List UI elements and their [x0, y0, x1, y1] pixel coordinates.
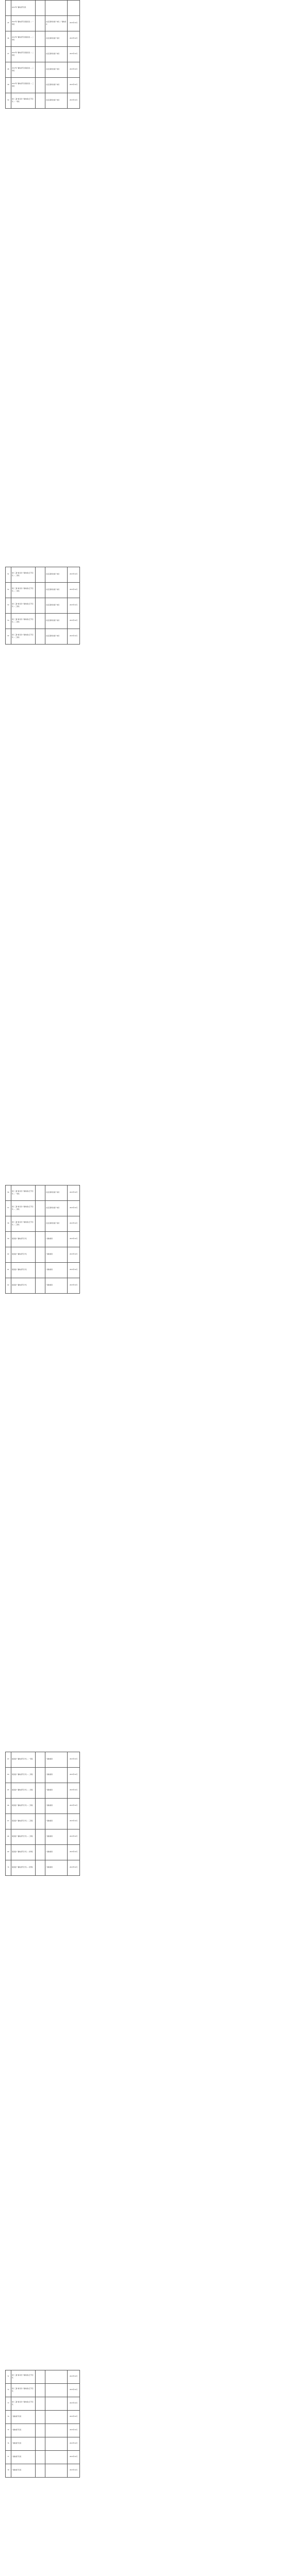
cell-title: 广播电视节目奖 — [11, 2451, 36, 2464]
cell-no: 66 — [6, 1799, 11, 1814]
cell-date: 2017年10月 — [68, 2437, 80, 2451]
cell-no: 54 — [6, 614, 11, 629]
cell-unit — [45, 2370, 68, 2384]
cell-date: 2017年10月 — [68, 1185, 80, 1201]
cell-no: 71 — [6, 2370, 11, 2384]
cell-person — [36, 1201, 45, 1216]
cell-no: 76 — [6, 2437, 11, 2451]
cell-title: 广播电视节目奖 — [11, 2424, 36, 2437]
cell-unit: 广播电视局 — [45, 1263, 68, 1278]
table-row — [6, 1860, 80, 1876]
cell-title: 第十三届“骏马奖”广播电视文艺节目奖 — 三等奖 — [11, 598, 36, 614]
cell-no: 67 — [6, 1814, 11, 1829]
cell-unit: 广播电视局 — [45, 1768, 68, 1783]
cell-title: 第四届“广播电视节目”奖 — [11, 1232, 36, 1247]
table-row — [6, 1232, 80, 1247]
cell-unit: 自治区新闻出版广电局 — [45, 614, 68, 629]
cell-unit — [45, 2437, 68, 2451]
cell-title: 第四届“广播电视节目”奖 — 一等奖 — [11, 1752, 36, 1768]
cell-title: 第十三届“骏马奖”广播电视文艺节目奖 — [11, 2384, 36, 2397]
table-row — [6, 1201, 80, 1216]
cell-no: 46 — [6, 31, 11, 47]
cell-no: 77 — [6, 2451, 11, 2464]
cell-date: 2017年10月 — [68, 1216, 80, 1232]
table-row — [6, 1829, 80, 1845]
cell-person — [36, 614, 45, 629]
table-row — [6, 2370, 80, 2384]
cell-no: 72 — [6, 2384, 11, 2397]
cell-title: 第四届“广播电视节目”奖 — 优秀奖 — [11, 1860, 36, 1876]
cell-date: 2017年10月 — [68, 1263, 80, 1278]
cell-date: 2017年10月 — [68, 16, 80, 31]
cell-person — [36, 1829, 45, 1845]
table-row — [6, 2437, 80, 2451]
cell-person — [36, 598, 45, 614]
table-row — [6, 1814, 80, 1829]
cell-no: 64 — [6, 1768, 11, 1783]
cell-title: 第十三届“骏马奖”广播电视文艺节目奖 — 一等奖 — [11, 1185, 36, 1201]
cell-no: 74 — [6, 2411, 11, 2424]
cell-no: 58 — [6, 1216, 11, 1232]
cell-unit — [45, 2424, 68, 2437]
cell-title: 2017年广播电视节目奖 — [11, 1, 36, 16]
cell-unit: 广播电视局 — [45, 1860, 68, 1876]
cell-no: 70 — [6, 1860, 11, 1876]
cell-person — [36, 1, 45, 16]
award-table — [5, 2370, 80, 2478]
cell-person — [36, 1185, 45, 1201]
table-row — [6, 1278, 80, 1294]
cell-title: 2017年广播电视节目奖提名奖 — 二等奖 — [11, 47, 36, 62]
cell-date: 2017年10月 — [68, 2384, 80, 2397]
cell-date: 2017年10月 — [68, 1232, 80, 1247]
table-row — [6, 629, 80, 645]
cell-date: 2017年10月 — [68, 2451, 80, 2464]
cell-date: 2017年10月 — [68, 78, 80, 93]
cell-unit: 广播电视局 — [45, 1247, 68, 1263]
cell-person — [36, 2424, 45, 2437]
table-row — [6, 1768, 80, 1783]
cell-title: 第四届“广播电视节目”奖 — 三等奖 — [11, 1829, 36, 1845]
cell-person — [36, 16, 45, 31]
cell-unit: 自治区新闻出版广电局 — [45, 47, 68, 62]
cell-title: 第十三届“骏马奖”广播电视文艺节目奖 — [11, 2370, 36, 2384]
cell-date: 2017年10月 — [68, 1814, 80, 1829]
cell-no: 52 — [6, 583, 11, 598]
cell-person — [36, 1783, 45, 1799]
cell-no: 59 — [6, 1232, 11, 1247]
cell-person — [36, 1247, 45, 1263]
table-row — [6, 78, 80, 93]
cell-person — [36, 583, 45, 598]
cell-date: 2017年10月 — [68, 1247, 80, 1263]
cell-person — [36, 1263, 45, 1278]
table-row — [6, 614, 80, 629]
cell-no: 48 — [6, 62, 11, 78]
cell-title: 第十三届“骏马奖”广播电视文艺节目奖 — 一等奖 — [11, 93, 36, 109]
cell-title: 2017年广播电视节目奖提名奖 — 二等奖 — [11, 31, 36, 47]
table-row — [6, 2384, 80, 2397]
cell-unit: 广播电视局 — [45, 1752, 68, 1768]
cell-no: 47 — [6, 47, 11, 62]
cell-date: 2017年10月 — [68, 598, 80, 614]
table-row — [6, 16, 80, 31]
cell-unit — [45, 2397, 68, 2411]
cell-date: 2017年10月 — [68, 1768, 80, 1783]
cell-unit: 广播电视局 — [45, 1783, 68, 1799]
table-row — [6, 2464, 80, 2478]
cell-person — [36, 2397, 45, 2411]
table-row — [6, 31, 80, 47]
cell-unit: 广播电视局 — [45, 1232, 68, 1247]
cell-title: 2017年广播电视节目奖提名奖 — 三等奖 — [11, 62, 36, 78]
cell-no: 61 — [6, 1263, 11, 1278]
cell-date: 2017年10月 — [68, 1845, 80, 1860]
table-row — [6, 1845, 80, 1860]
cell-unit: 自治区新闻出版广电局 — [45, 583, 68, 598]
cell-date: 2017年10月 — [68, 1860, 80, 1876]
cell-date: 2017年10月 — [68, 1783, 80, 1799]
cell-no: 51 — [6, 567, 11, 583]
cell-unit — [45, 1, 68, 16]
cell-person — [36, 1278, 45, 1294]
cell-person — [36, 567, 45, 583]
cell-date — [68, 1, 80, 16]
cell-person — [36, 2411, 45, 2424]
cell-unit: 广播电视局 — [45, 1845, 68, 1860]
cell-unit — [45, 2384, 68, 2397]
cell-title: 广播电视节目奖 — [11, 2464, 36, 2478]
cell-unit: 广播电视局 — [45, 1829, 68, 1845]
table-row — [6, 2411, 80, 2424]
cell-date: 2017年10月 — [68, 2370, 80, 2384]
cell-date: 2017年10月 — [68, 629, 80, 645]
table-row — [6, 598, 80, 614]
table-row — [6, 1752, 80, 1768]
cell-person — [36, 2464, 45, 2478]
cell-no: 75 — [6, 2424, 11, 2437]
cell-no: 69 — [6, 1845, 11, 1860]
cell-no: 55 — [6, 629, 11, 645]
cell-person — [36, 31, 45, 47]
cell-title: 2017年广播电视节目奖提名奖 — 三等奖 — [11, 78, 36, 93]
cell-title: 第四届“广播电视节目”奖 — [11, 1278, 36, 1294]
cell-person — [36, 1814, 45, 1829]
cell-date: 2017年10月 — [68, 31, 80, 47]
cell-unit: 自治区新闻出版广电局 — [45, 1185, 68, 1201]
cell-title: 第十三届“骏马奖”广播电视文艺节目奖 — [11, 2397, 36, 2411]
cell-unit: 自治区新闻出版广电局 — [45, 78, 68, 93]
cell-person — [36, 2384, 45, 2397]
cell-person — [36, 1232, 45, 1247]
table-row — [6, 62, 80, 78]
cell-title: 第十三届“骏马奖”广播电视文艺节目奖 — 三等奖 — [11, 614, 36, 629]
cell-unit — [45, 2451, 68, 2464]
cell-title: 第十三届“骏马奖”广播电视文艺节目奖 — 二等奖 — [11, 583, 36, 598]
cell-title: 第十三届“骏马奖”广播电视文艺节目奖 — 二等奖 — [11, 1201, 36, 1216]
cell-title: 第四届“广播电视节目”奖 — 二等奖 — [11, 1783, 36, 1799]
table-row — [6, 93, 80, 109]
table-row — [6, 2424, 80, 2437]
cell-date: 2017年10月 — [68, 2397, 80, 2411]
cell-date: 2017年10月 — [68, 1201, 80, 1216]
cell-date: 2017年10月 — [68, 1829, 80, 1845]
cell-unit: 自治区新闻出版广电局 — [45, 62, 68, 78]
cell-person — [36, 1845, 45, 1860]
cell-date: 2017年10月 — [68, 567, 80, 583]
cell-no: 65 — [6, 1783, 11, 1799]
cell-title: 2017年广播电视节目奖提名奖 — 一等奖 — [11, 16, 36, 31]
cell-person — [36, 1799, 45, 1814]
cell-date: 2017年10月 — [68, 62, 80, 78]
cell-date: 2017年10月 — [68, 1278, 80, 1294]
cell-unit: 自治区新闻出版广电局 — [45, 1216, 68, 1232]
cell-date: 2017年10月 — [68, 2424, 80, 2437]
table-row — [6, 567, 80, 583]
cell-date: 2017年10月 — [68, 2464, 80, 2478]
cell-title: 第四届“广播电视节目”奖 — [11, 1247, 36, 1263]
cell-date: 2017年10月 — [68, 2411, 80, 2424]
table-row — [6, 1185, 80, 1201]
cell-unit: 自治区新闻出版广电局 — [45, 93, 68, 109]
cell-date: 2017年10月 — [68, 1799, 80, 1814]
cell-no: 50 — [6, 93, 11, 109]
cell-no: 68 — [6, 1829, 11, 1845]
cell-no: 49 — [6, 78, 11, 93]
cell-title: 广播电视节目奖 — [11, 2411, 36, 2424]
cell-no: 63 — [6, 1752, 11, 1768]
cell-person — [36, 93, 45, 109]
cell-title: 第四届“广播电视节目”奖 — 二等奖 — [11, 1768, 36, 1783]
cell-date: 2017年10月 — [68, 1752, 80, 1768]
cell-person — [36, 2370, 45, 2384]
cell-unit: 自治区新闻出版广电局 — [45, 598, 68, 614]
cell-person — [36, 1860, 45, 1876]
cell-unit: 自治区新闻出版广电局 — [45, 1201, 68, 1216]
table-row — [6, 1783, 80, 1799]
table-row — [6, 1, 80, 16]
cell-date: 2017年10月 — [68, 47, 80, 62]
cell-unit: 广播电视局 — [45, 1799, 68, 1814]
cell-no — [6, 1, 11, 16]
cell-no: 57 — [6, 1201, 11, 1216]
cell-person — [36, 2451, 45, 2464]
cell-no: 53 — [6, 598, 11, 614]
cell-no: 62 — [6, 1278, 11, 1294]
award-table — [5, 0, 80, 109]
award-table — [5, 567, 80, 645]
cell-title: 第十三届“骏马奖”广播电视文艺节目奖 — 二等奖 — [11, 567, 36, 583]
cell-person — [36, 629, 45, 645]
cell-no: 45 — [6, 16, 11, 31]
table-row — [6, 1263, 80, 1278]
cell-person — [36, 78, 45, 93]
cell-no: 73 — [6, 2397, 11, 2411]
cell-person — [36, 2437, 45, 2451]
cell-title: 第四届“广播电视节目”奖 — 三等奖 — [11, 1814, 36, 1829]
cell-title: 第四届“广播电视节目”奖 — 优秀奖 — [11, 1845, 36, 1860]
cell-unit: 广播电视局 — [45, 1814, 68, 1829]
table-row — [6, 2397, 80, 2411]
table-row — [6, 1799, 80, 1814]
table-row — [6, 1247, 80, 1263]
table-row — [6, 2451, 80, 2464]
cell-title: 第四届“广播电视节目”奖 — 三等奖 — [11, 1799, 36, 1814]
cell-unit: 自治区新闻出版广电局 — [45, 567, 68, 583]
table-row — [6, 583, 80, 598]
cell-unit: 自治区新闻出版广电局、广播电视台 — [45, 16, 68, 31]
cell-date: 2017年10月 — [68, 614, 80, 629]
cell-person — [36, 1216, 45, 1232]
cell-title: 第四届“广播电视节目”奖 — [11, 1263, 36, 1278]
cell-unit — [45, 2411, 68, 2424]
cell-title: 第十三届“骏马奖”广播电视文艺节目奖 — 三等奖 — [11, 1216, 36, 1232]
award-table — [5, 1185, 80, 1294]
cell-person — [36, 1768, 45, 1783]
cell-unit: 自治区新闻出版广电局 — [45, 629, 68, 645]
cell-no: 60 — [6, 1247, 11, 1263]
cell-unit: 自治区新闻出版广电局 — [45, 31, 68, 47]
cell-date: 2017年10月 — [68, 93, 80, 109]
cell-title: 广播电视节目奖 — [11, 2437, 36, 2451]
table-row — [6, 1216, 80, 1232]
award-table — [5, 1752, 80, 1876]
cell-title: 第十三届“骏马奖”广播电视文艺节目奖 — 三等奖 — [11, 629, 36, 645]
cell-no: 56 — [6, 1185, 11, 1201]
cell-unit — [45, 2464, 68, 2478]
cell-no: 78 — [6, 2464, 11, 2478]
cell-date: 2017年10月 — [68, 583, 80, 598]
cell-person — [36, 62, 45, 78]
cell-person — [36, 1752, 45, 1768]
cell-unit: 广播电视局 — [45, 1278, 68, 1294]
table-row — [6, 47, 80, 62]
cell-person — [36, 47, 45, 62]
